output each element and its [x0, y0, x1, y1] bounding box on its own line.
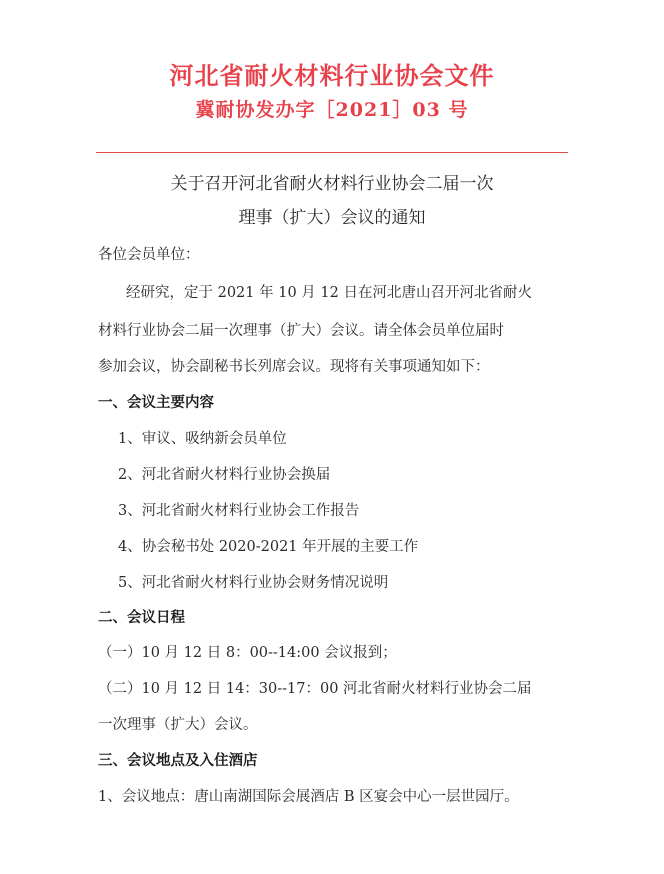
salutation: 各位会员单位：	[98, 247, 200, 263]
schedule-line-2b: 一次理事（扩大）会议。	[98, 717, 258, 733]
list-item: 5、河北省耐火材料行业协会财务情况说明	[118, 575, 389, 591]
list-item: 4、协会秘书处 2020-2021 年开展的主要工作	[118, 539, 419, 555]
document-header-title: 河北省耐火材料行业协会文件	[169, 61, 495, 90]
list-item: 3、河北省耐火材料行业协会工作报告	[118, 503, 360, 519]
schedule-line-1: （一）10 月 12 日 8：00--14:00 会议报到；	[98, 645, 397, 661]
notice-title-line-2: 理事（扩大）会议的通知	[238, 208, 426, 228]
document-number: 冀耐协发办字［2021］03 号	[195, 99, 469, 121]
list-item: 1、审议、吸纳新会员单位	[118, 431, 287, 447]
intro-line-3: 参加会议，协会副秘书长列席会议。现将有关事项通知如下：	[98, 359, 490, 375]
section-3-heading: 三、会议地点及入住酒店	[98, 752, 258, 769]
venue-line-1: 1、会议地点：唐山南湖国际会展酒店 B 区宴会中心一层世园厅。	[98, 789, 519, 805]
list-item: 2、河北省耐火材料行业协会换届	[118, 467, 331, 483]
intro-line-1: 经研究，定于 2021 年 10 月 12 日在河北唐山召开河北省耐火	[126, 285, 532, 301]
section-1-heading: 一、会议主要内容	[98, 394, 214, 411]
section-2-heading: 二、会议日程	[98, 609, 185, 626]
intro-line-2: 材料行业协会二届一次理事（扩大）会议。请全体会员单位届时	[98, 323, 504, 339]
notice-title-line-1: 关于召开河北省耐火材料行业协会二届一次	[170, 174, 494, 194]
schedule-line-2a: （二）10 月 12 日 14：30--17：00 河北省耐火材料行业协会二届	[98, 681, 532, 697]
header-divider	[96, 152, 568, 153]
